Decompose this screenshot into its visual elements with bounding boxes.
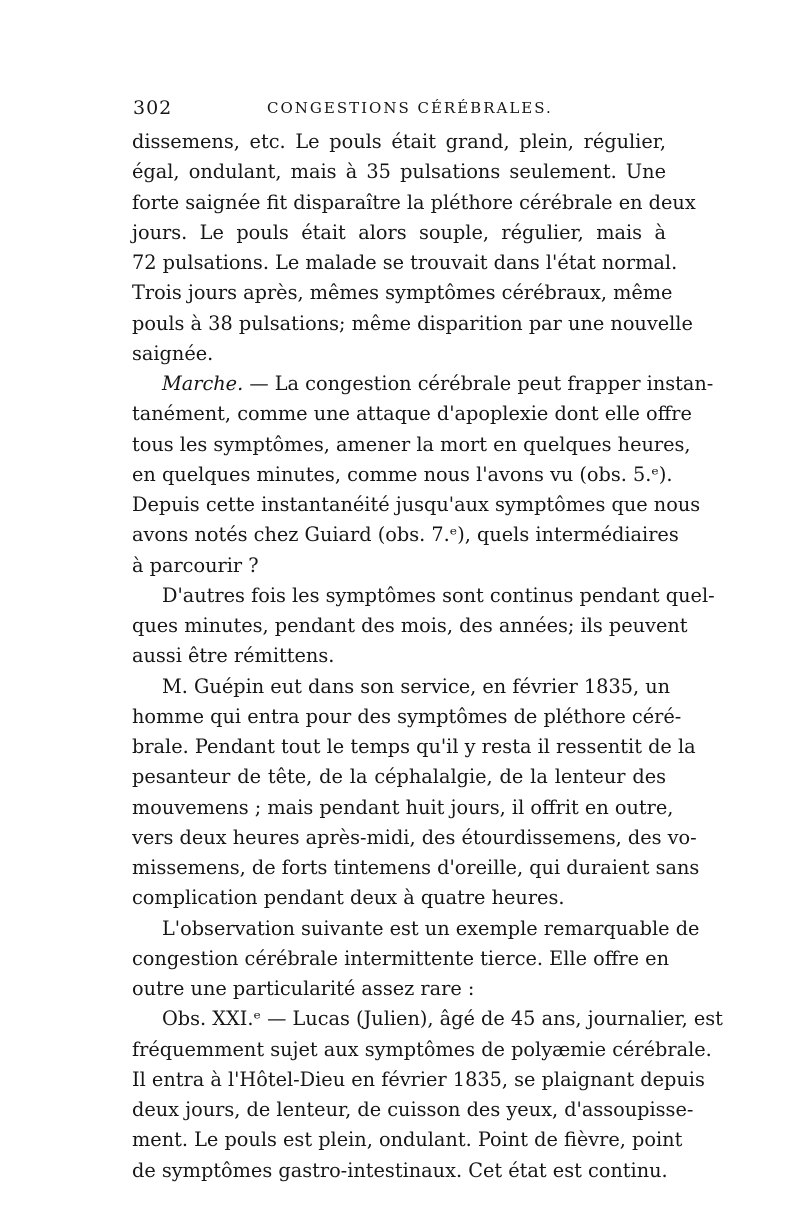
text-line: complication pendant deux à quatre heures. <box>132 886 565 910</box>
text-line: homme qui entra pour des symptômes de pléthore céré- <box>132 704 682 728</box>
text-line: pouls à 38 pulsations; même disparition par une nouvelle <box>132 311 693 335</box>
text-line: missemens, de forts tintemens d'oreille, qui duraient sans <box>132 856 700 879</box>
text-line: de symptômes gastro-intestinaux. Cet état est continu. <box>132 1158 668 1182</box>
text-line: avons notés chez Guiard (obs. 7.ᵉ), quels intermédiaires <box>132 523 679 547</box>
paragraph-guepin-case <box>132 672 700 914</box>
text-line: à parcourir ? <box>132 553 259 577</box>
text-line: forte saignée fit disparaître la pléthore cérébrale en deux <box>132 190 696 214</box>
text-line: vers deux heures après-midi, des étourdissemens, des vo- <box>132 825 697 849</box>
text-line: saignée. <box>132 341 214 365</box>
text-line: Il entra à l'Hôtel-Dieu en février 1835, se plaignant depuis <box>132 1067 705 1091</box>
page-header <box>133 97 665 123</box>
paragraph-continuation <box>132 127 696 369</box>
text-line: Obs. XXI.ᵉ — Lucas (Julien), âgé de 45 ans, journalier, est <box>162 1007 723 1031</box>
text-line: Depuis cette instantanéité jusqu'aux symptômes que nous <box>132 493 701 516</box>
text-line: M. Guépin eut dans son service, en février 1835, un <box>162 674 671 698</box>
text-line: en quelques minutes, comme nous l'avons vu (obs. 5.ᵉ). <box>132 462 673 486</box>
text-line: jours. Le pouls était alors souple, régulier, mais à <box>132 220 666 244</box>
text-line: 72 pulsations. Le malade se trouvait dans l'état normal. <box>132 251 678 274</box>
text-line <box>132 369 714 399</box>
paragraph-continuous-symptoms <box>132 581 715 672</box>
text-line: égal, ondulant, mais à 35 pulsations seulement. Une <box>132 160 666 184</box>
text-line: mouvemens ; mais pendant huit jours, il offrit en outre, <box>132 795 674 819</box>
text-line: ment. Le pouls est plein, ondulant. Point de fièvre, point <box>132 1128 683 1152</box>
text-line: fréquemment sujet aux symptômes de polyæmie cérébrale. <box>132 1037 712 1061</box>
text-line: pesanteur de tête, de la céphalalgie, de la lenteur des <box>132 765 666 789</box>
text-line: congestion cérébrale intermittente tierce. Elle offre en <box>132 946 670 970</box>
text-line: Trois jours après, mêmes symptômes cérébraux, même <box>132 281 673 305</box>
text-line: D'autres fois les symptômes sont continus pendant quel- <box>162 583 715 607</box>
text-line: aussi être rémittens. <box>132 644 335 668</box>
text-line: brale. Pendant tout le temps qu'il y resta il ressentit de la <box>132 735 696 758</box>
text-line: ques minutes, pendant des mois, des années; ils peuvent <box>132 614 688 637</box>
text-line: outre une particularité assez rare : <box>132 977 475 1000</box>
body-text <box>132 127 723 1186</box>
page-number: 302 <box>133 97 173 119</box>
text-line: tous les symptômes, amener la mort en quelques heures, <box>132 432 691 456</box>
paragraph-observation-xxi <box>132 1004 723 1186</box>
text-line: deux jours, de lenteur, de cuisson des yeux, d'assoupisse- <box>132 1098 694 1121</box>
section-lead-marche: Marche. <box>162 372 244 395</box>
paragraph-marche <box>132 369 714 581</box>
text-line: L'observation suivante est un exemple remarquable de <box>162 916 700 940</box>
running-head: CONGESTIONS CÉRÉBRALES. <box>267 99 553 117</box>
text-line: tanément, comme une attaque d'apoplexie dont elle offre <box>132 402 692 426</box>
text-line: dissemens, etc. Le pouls était grand, plein, régulier, <box>132 130 666 153</box>
text-line-rest: — La congestion cérébrale peut frapper instan- <box>243 372 714 395</box>
paragraph-observation-intro <box>132 914 700 1005</box>
